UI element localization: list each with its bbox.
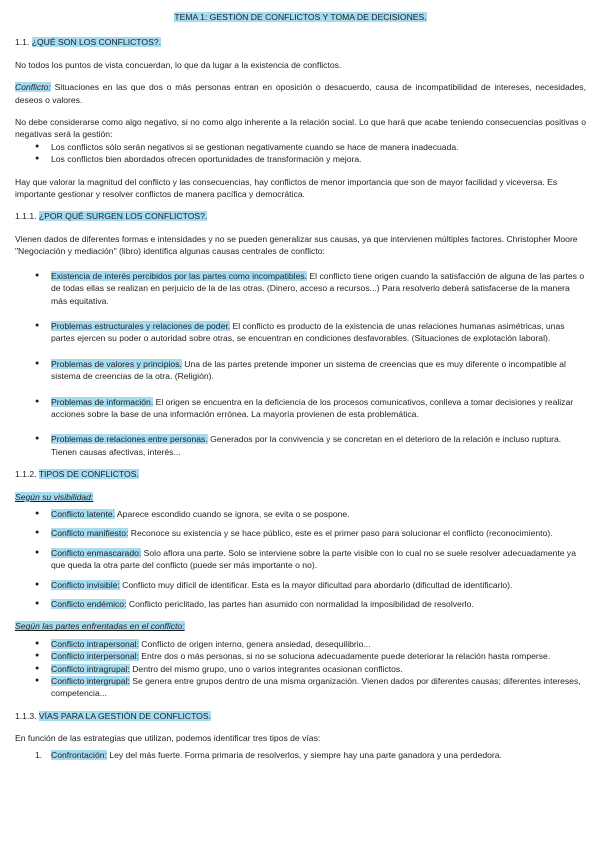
- list-item: ● Problemas de relaciones entre personas. Generados por la convivencia y se concretan en el deterioro de la relación e incluso ruptura. Tienen causas afectivas, interés...: [15, 433, 586, 458]
- list-item: ● Conflicto intragrupal: Dentro del mismo grupo, uno o varios integrantes ocasionan conflictos.: [15, 663, 586, 675]
- definition-paragraph: Conflicto: Situaciones en las que dos o más personas entran en oposición o desacuerdo, causa de incompatibilidad de intereses, necesidades, deseos o valores.: [15, 82, 586, 105]
- list-item: ● Existencia de interés percibidos por las partes como incompatibles. El conflicto tiene origen cuando la satisfacción de alguna de las partes o de todas ellas se realizan en perjuicio de la de las otras. (Dinero, acceso a recursos...) Para resolverlo deberá satisfacerse de la manera más equitativa.: [15, 270, 586, 307]
- paragraph: No todos los puntos de vista concuerdan, lo que da lugar a la existencia de conflictos.: [15, 59, 342, 70]
- paragraph: Vienen dados de diferentes formas e intensidades y no se pueden generalizar sus causas, ya que intervienen múltiples factores. Christopher Moore "Negociación y mediación" (libro) identifica algunas causas centrales de conflicto:: [15, 233, 578, 257]
- list-item: ● Los conflictos bien abordados ofrecen oportunidades de transformación y mejora.: [15, 153, 586, 165]
- parties-list: [15, 638, 586, 700]
- subheading-visibility: Según su visibilidad:: [15, 491, 94, 502]
- list-item: ● Problemas de información. El origen se encuentra en la deficiencia de los procesos comunicativos, conlleva a tomar decisiones y realizar acciones sobre la base de una información errónea. La mayoría provienen de esta problemática.: [15, 396, 586, 421]
- list-item: ● Conflicto manifiesto: Reconoce su existencia y se hace público, este es el primer paso para solucionar el conflicto (reconocimiento).: [15, 527, 586, 539]
- section-heading-1-1-1: 1.1.1. ¿POR QUÉ SURGEN LOS CONFLICTOS?.: [15, 211, 208, 222]
- causes-list: [15, 270, 586, 458]
- document-title: TEMA 1: GESTIÓN DE CONFLICTOS Y TOMA DE DECISIONES.: [174, 12, 427, 22]
- list-item: ● Problemas de valores y principios. Una de las partes pretende imponer un sistema de creencias que es muy diferente o incompatible al sistema de creencias de la otra. (Religión).: [15, 358, 586, 383]
- paragraph: En función de las estrategias que utilizan, podemos identificar tres tipos de vías:: [15, 733, 321, 744]
- list-item: ● Conflicto invisible: Conflicto muy difícil de identificar. Esta es la mayor dificultad para abordarlo (dificultad de identificarlo).: [15, 579, 586, 591]
- list-item: ● Los conflictos sólo serán negativos si se gestionan negativamente cuando se hace de manera inadecuada.: [15, 141, 586, 153]
- paragraph: Hay que valorar la magnitud del conflicto y las consecuencias, hay conflictos de menor importancia que son de mayor facilidad y viceversa. Es importante gestionar y resolver conflictos de manera pacífica y democrática.: [15, 176, 558, 200]
- visibility-list: [15, 508, 586, 610]
- numbered-list: [15, 749, 586, 761]
- list-item: ● Conflicto enmascarado: Solo aflora una parte. Solo se interviene sobre la parte visible con lo cual no se suele resolver adecuadamente ya que queda la otra parte del conflicto (puede ser más importante o no).: [15, 547, 586, 572]
- list-item: ● Conflicto intergrupal: Se genera entre grupos dentro de una misma organización. Vienen dados por diferentes causas; diferentes intereses, competencia...: [15, 675, 586, 700]
- section-heading-1-1-2: 1.1.2. TIPOS DE CONFLICTOS.: [15, 469, 139, 480]
- section-heading-1-1: 1.1. ¿QUÉ SON LOS CONFLICTOS?.: [15, 37, 161, 48]
- definition-term: Conflicto:: [15, 82, 51, 93]
- section-heading-1-1-3: 1.1.3. VÍAS PARA LA GESTIÓN DE CONFLICTOS.: [15, 710, 211, 721]
- list-item: ● Conflicto endémico: Conflicto periclitado, las partes han asumido con normalidad la imposibilidad de resolverlo.: [15, 598, 586, 610]
- paragraph: No debe considerarse como algo negativo, si no como algo inherente a la relación social. Lo que hará que acabe teniendo consecuencias positivas o negativas será la gestión:: [15, 117, 586, 140]
- subheading-parties: Según las partes enfrentadas en el conflicto:: [15, 621, 185, 632]
- list-item: ● Conflicto latente. Aparece escondido cuando se ignora, se evita o se pospone.: [15, 508, 586, 520]
- list-item: ● Conflicto intrapersonal: Conflicto de origen interno, genera ansiedad, desequilibrio...: [15, 638, 586, 650]
- list-item: ● Conflicto interpersonal: Entre dos o más personas, si no se soluciona adecuadamente puede deteriorar la relación hasta romperse.: [15, 650, 586, 662]
- bullet-list: [15, 141, 586, 166]
- list-item: ● Problemas estructurales y relaciones de poder. El conflicto es producto de la existencia de unas relaciones humanas asimétricas, unas partes ejercen su poder o autoridad sobre otras, se encuentran en condiciones desfavorables. (Situaciones de explotación laboral).: [15, 320, 586, 345]
- list-item: 1. Confrontación: Ley del más fuerte. Forma primaria de resolverlos, y siempre hay una parte ganadora y una perdedora.: [35, 749, 502, 760]
